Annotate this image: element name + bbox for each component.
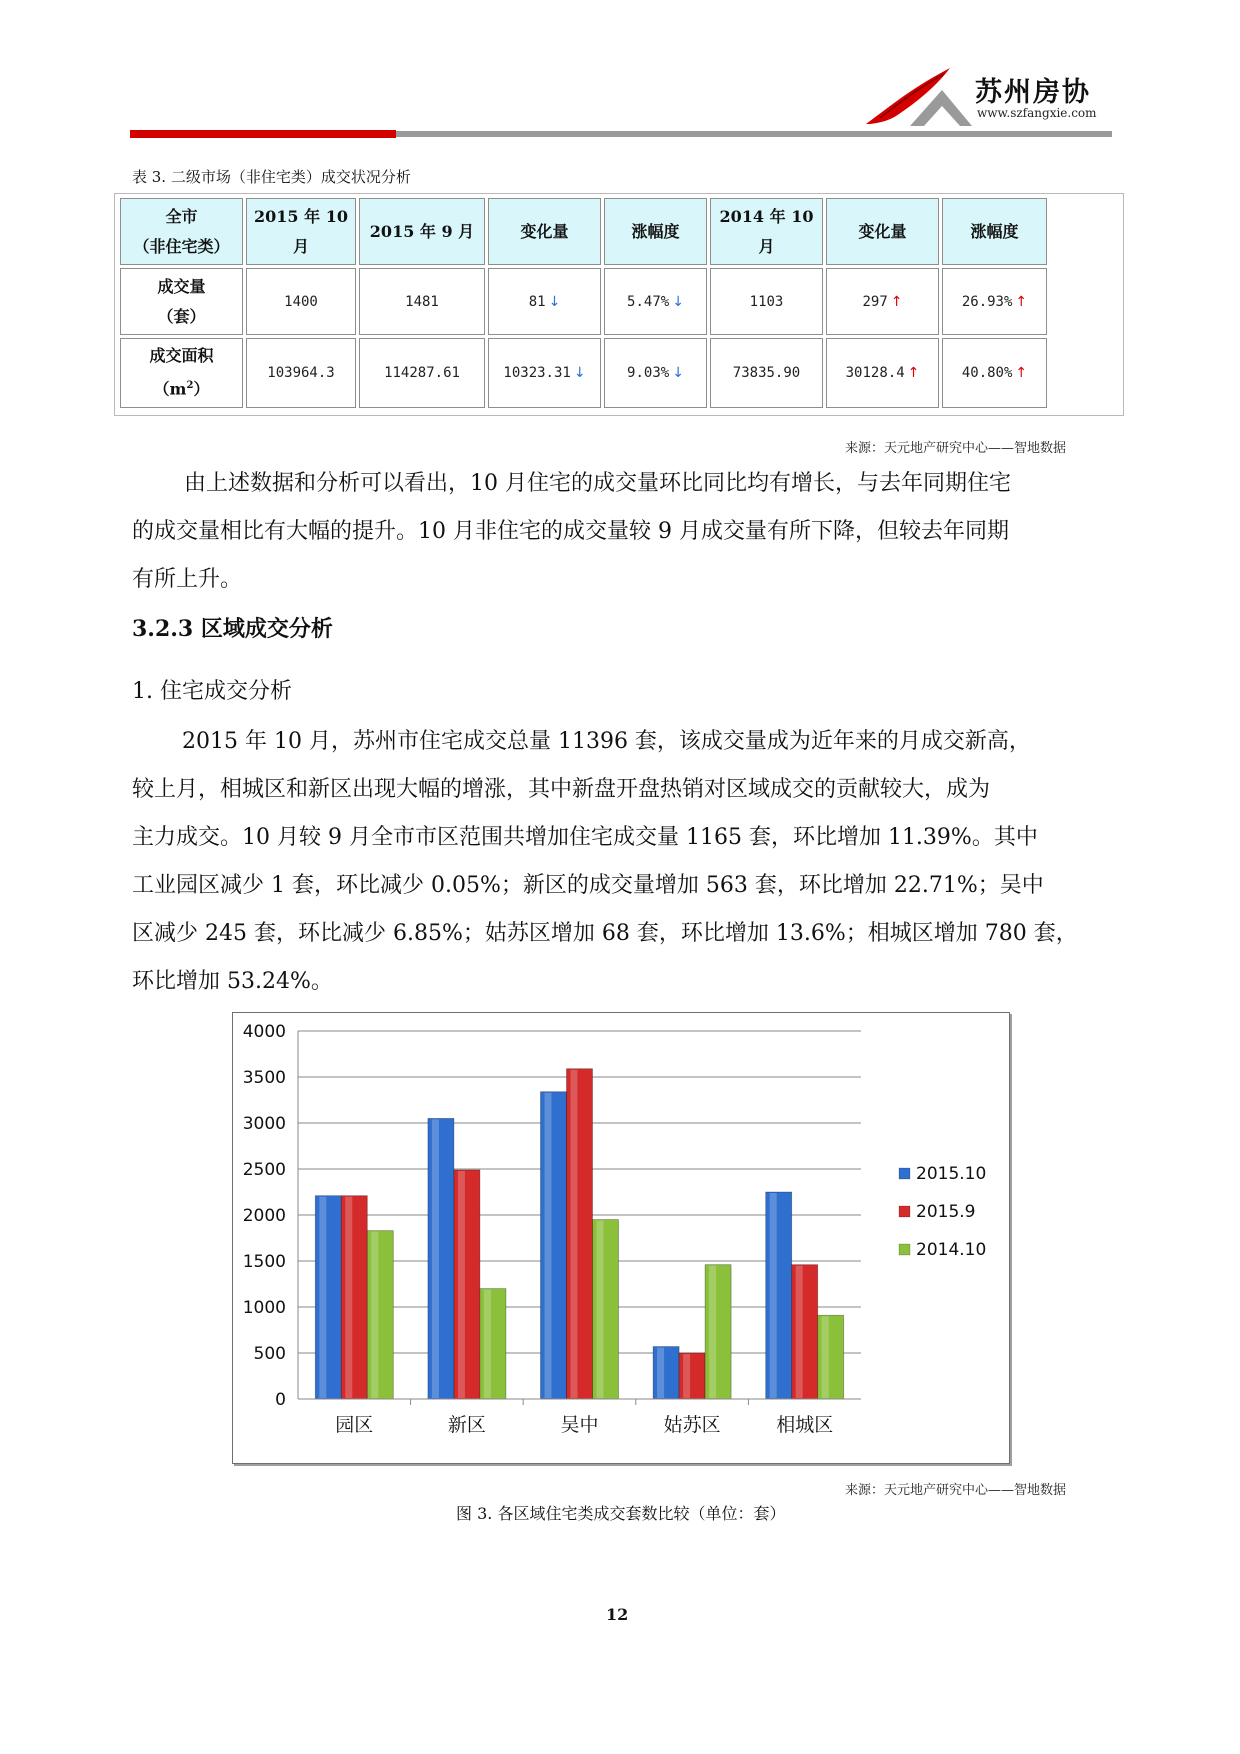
table-header-text: 全市 (165, 206, 198, 226)
cell-value: 5.47% (627, 293, 670, 310)
table-cell (246, 338, 356, 408)
y-tick-label: 1500 (242, 1252, 286, 1272)
brand-name: 苏州房协 (975, 77, 1091, 108)
chart-bar (315, 1196, 341, 1399)
y-tick-label: 2500 (242, 1160, 286, 1180)
chart-bar (341, 1196, 367, 1399)
section-heading: 3.2.3 区域成交分析 (132, 616, 333, 642)
table-cell (359, 268, 485, 335)
table-header-text: 变化量 (520, 221, 569, 241)
cell-value: 40.80% (961, 365, 1013, 381)
table-header-text: 变化量 (858, 221, 907, 241)
cell-value: 10323.31 (503, 365, 571, 381)
paragraph-line: 主力成交。10 月较 9 月全市市区范围共增加住宅成交量 1165 套，环比增加 11.39%。其中 (132, 825, 1038, 850)
table-cell (246, 268, 356, 335)
arrow-down-icon: ↓ (548, 293, 561, 310)
table-cell (488, 338, 601, 408)
row-label-unit (154, 371, 210, 404)
paragraph-line: 工业园区减少 1 套，环比减少 0.05%；新区的成交量增加 563 套，环比增加 22.71%；吴中 (132, 873, 1044, 898)
row-label-text: （套） (157, 306, 206, 326)
chart-bar-highlight (822, 1316, 829, 1398)
table-cell (604, 268, 707, 335)
chart-bar-highlight (683, 1354, 690, 1398)
chart-bar-highlight (597, 1221, 604, 1398)
table-cell (710, 338, 823, 408)
cell-value: 73835.90 (732, 365, 801, 381)
table-header-cell (942, 198, 1047, 265)
y-tick-label: 0 (275, 1390, 286, 1410)
legend-label: 2014.10 (916, 1240, 987, 1260)
chart-bar-highlight (371, 1232, 378, 1398)
x-tick-label: 吴中 (560, 1414, 599, 1436)
arrow-up-icon: ↑ (890, 293, 903, 310)
chart-bar-highlight (545, 1093, 552, 1398)
table-header-cell (120, 198, 243, 265)
legend-label: 2015.9 (916, 1202, 976, 1222)
cell-value: 1400 (284, 293, 318, 310)
cell-value: 297 (862, 293, 888, 310)
table-cell (826, 268, 939, 335)
paragraph-analysis (132, 718, 1106, 1006)
table-source-note: 来源：天元地产研究中心——智地数据 (845, 441, 1067, 456)
legend-swatch (899, 1244, 910, 1255)
page-number: 12 (606, 1605, 629, 1624)
chart-bar-highlight (796, 1266, 803, 1398)
chart-bar (480, 1289, 506, 1399)
chart-bar-highlight (319, 1197, 326, 1398)
cell-value: 30128.4 (845, 365, 905, 381)
unit-close: ） (193, 379, 210, 399)
legend-swatch (899, 1168, 910, 1179)
cell-value: 26.93% (961, 293, 1013, 310)
table-cell (826, 338, 939, 408)
chart-bar (367, 1231, 393, 1399)
cell-value: 1481 (405, 293, 439, 310)
bar-chart (233, 1013, 1009, 1463)
table-cell (359, 338, 485, 408)
bar-chart-frame (232, 1012, 1010, 1464)
paragraph-line: 的成交量相比有大幅的提升。10 月非住宅的成交量较 9 月成交量有所下降，但较去年同期 (132, 519, 1009, 544)
cell-value: 103964.3 (267, 365, 335, 381)
table-header-cell (710, 198, 823, 265)
table-header-text: 2015 年 10 (254, 206, 348, 226)
table-header-text: 2014 年 10 (719, 206, 814, 226)
chart-bar (428, 1118, 454, 1399)
chart-source-note: 来源：天元地产研究中心——智地数据 (845, 1483, 1067, 1498)
cell-value: 81 (528, 293, 546, 310)
arrow-up-icon: ↑ (1015, 293, 1028, 310)
arrow-up-icon: ↑ (907, 365, 920, 381)
chart-bar-highlight (345, 1197, 352, 1398)
unit-superscript: 2 (186, 380, 194, 392)
chart-bar (792, 1265, 818, 1399)
table-header-text: 涨幅度 (970, 221, 1019, 241)
chart-bar-highlight (657, 1348, 664, 1398)
data-table (114, 193, 1124, 416)
chart-bar-highlight (770, 1193, 777, 1398)
legend-swatch (899, 1206, 910, 1217)
x-tick-label: 新区 (447, 1414, 486, 1436)
table-header-text: 月 (292, 236, 309, 256)
figure-caption: 图 3. 各区域住宅类成交套数比较（单位：套） (456, 1504, 786, 1523)
table-header-text: （非住宅类） (133, 236, 230, 256)
chart-bar-highlight (484, 1290, 491, 1398)
subsection-heading: 1. 住宅成交分析 (132, 679, 292, 704)
table-header-cell (246, 198, 356, 265)
table-header-cell (359, 198, 485, 265)
table-header-text: 2015 年 9 月 (369, 221, 475, 241)
table-caption: 表 3. 二级市场（非住宅类）成交状况分析 (132, 168, 411, 186)
x-tick-label: 相城区 (776, 1414, 834, 1436)
arrow-down-icon: ↓ (573, 365, 586, 381)
table-cell (488, 268, 601, 335)
y-tick-label: 2000 (242, 1206, 286, 1226)
table-row-label (120, 338, 243, 408)
chart-bar (653, 1347, 679, 1399)
chart-bar (679, 1353, 705, 1399)
cell-value: 9.03% (627, 365, 670, 381)
table-cell (710, 268, 823, 335)
table-cell (604, 338, 707, 408)
table-header-text: 月 (758, 236, 775, 256)
chart-bar-highlight (571, 1070, 578, 1398)
chart-bar-highlight (458, 1171, 465, 1398)
y-tick-label: 3500 (242, 1068, 286, 1088)
website-url: www.szfangxie.com (977, 106, 1097, 120)
chart-bar (567, 1069, 593, 1399)
chart-bar (541, 1092, 567, 1399)
cell-value: 1103 (749, 293, 784, 310)
y-tick-label: 3000 (242, 1114, 286, 1134)
header-divider-gray (396, 131, 1112, 137)
table-header-cell (826, 198, 939, 265)
x-tick-label: 园区 (335, 1414, 374, 1436)
y-tick-label: 1000 (242, 1298, 286, 1318)
legend-label: 2015.10 (916, 1164, 987, 1184)
table-cell (942, 338, 1047, 408)
y-tick-label: 4000 (242, 1022, 286, 1042)
chart-bar-highlight (709, 1266, 716, 1398)
arrow-up-icon: ↑ (1015, 365, 1028, 381)
chart-bar (454, 1170, 480, 1399)
row-label-text: 成交面积 (149, 346, 214, 366)
header-divider-red (130, 130, 396, 138)
chart-bar (705, 1265, 731, 1399)
chart-bar-highlight (432, 1119, 439, 1398)
table-header-cell (488, 198, 601, 265)
header-divider (130, 130, 1112, 138)
unit-text: （m (153, 379, 187, 399)
paragraph-summary (132, 460, 1106, 604)
table-cell (942, 268, 1047, 335)
y-tick-label: 500 (253, 1344, 286, 1364)
chart-bar (766, 1192, 792, 1399)
chart-bar (593, 1220, 619, 1399)
table-header-cell (604, 198, 707, 265)
paragraph-line: 由上述数据和分析可以看出，10 月住宅的成交量环比同比均有增长，与去年同期住宅 (184, 471, 1011, 496)
arrow-down-icon: ↓ (672, 293, 684, 310)
cell-value: 114287.61 (384, 365, 460, 381)
row-label-text: 成交量 (157, 276, 206, 296)
arrow-down-icon: ↓ (672, 365, 684, 381)
paragraph-line: 环比增加 53.24%。 (132, 969, 333, 994)
table-row-label (120, 268, 243, 335)
paragraph-line: 区减少 245 套，环比减少 6.85%；姑苏区增加 68 套，环比增加 13.6%；相城区增加 780 套， (132, 921, 1078, 946)
paragraph-line: 有所上升。 (132, 567, 243, 592)
x-tick-label: 姑苏区 (663, 1414, 721, 1436)
table-header-text: 涨幅度 (631, 221, 680, 241)
paragraph-line: 2015 年 10 月，苏州市住宅成交总量 11396 套，该成交量成为近年来的月成交新高， (182, 729, 1031, 754)
chart-bar (818, 1315, 844, 1399)
paragraph-line: 较上月，相城区和新区出现大幅的增涨，其中新盘开盘热销对区域成交的贡献较大，成为 (132, 777, 991, 802)
